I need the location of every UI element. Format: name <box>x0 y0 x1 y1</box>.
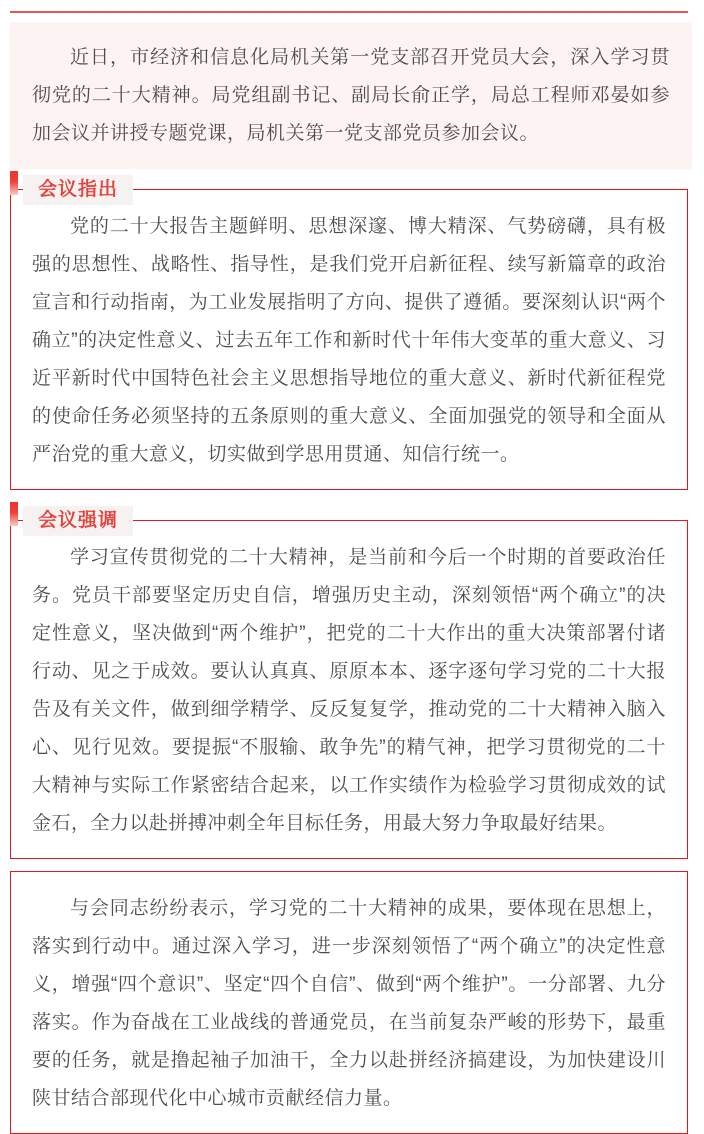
section-meeting-emphasized <box>10 510 688 859</box>
closing-paragraph-box <box>10 871 688 1134</box>
section-label-meeting-pointed-out: 会议指出 <box>23 175 133 205</box>
ribbon-marker-icon <box>10 502 18 526</box>
article-page <box>0 11 704 1109</box>
section-meeting-pointed-out <box>10 179 688 490</box>
ribbon-marker-icon <box>10 171 18 195</box>
section-body-text: 学习宣传贯彻党的二十大精神，是当前和今后一个时期的首要政治任务。党员干部要坚定历史自信，增强历史主动，深刻领悟“两个确立”的决定性意义，坚决做到“两个维护”，把党的二十大作出的重大决策部署付诸行动、见之于成效。要认认真真、原原本本、逐字逐句学习党的二十大报告及有关文件，做到细学精学、反反复复学，推动党的二十大精神入脑入心、见行见效。要提振“不服输、敢争先”的精气神，把学习贯彻党的二十大精神与实际工作紧密结合起来，以工作实绩作为检验学习贯彻成效的试金石，全力以赴拼搏冲刺全年目标任务，用最大努力争取最好结果。 <box>32 547 666 834</box>
intro-paragraph-box <box>10 22 692 169</box>
top-divider-line <box>10 11 688 13</box>
section-label-meeting-emphasized: 会议强调 <box>23 506 133 536</box>
closing-text: 与会同志纷纷表示，学习党的二十大精神的成果，要体现在思想上，落实到行动中。通过深入学习，进一步深刻领悟了“两个确立”的决定性意义，增强“四个意识”、坚定“四个自信”、做到“两个维护”。一分部署、九分落实。作为奋战在工业战线的普通党员，在当前复杂严峻的形势下，最重要的任务，就是撸起袖子加油干，全力以赴拼经济搞建设，为加快建设川陕甘结合部现代化中心城市贡献经信力量。 <box>32 898 666 1109</box>
section-body-text: 党的二十大报告主题鲜明、思想深邃、博大精深、气势磅礴，具有极强的思想性、战略性、指导性，是我们党开启新征程、续写新篇章的政治宣言和行动指南，为工业发展指明了方向、提供了遵循。要深刻认识“两个确立”的决定性意义、过去五年工作和新时代十年伟大变革的重大意义、习近平新时代中国特色社会主义思想指导地位的重大意义、新时代新征程党的使命任务必须坚持的五条原则的重大意义、全面加强党的领导和全面从严治党的重大意义，切实做到学思用贯通、知信行统一。 <box>32 216 666 465</box>
intro-text: 近日，市经济和信息化局机关第一党支部召开党员大会，深入学习贯彻党的二十大精神。局党组副书记、副局长俞正学，局总工程师邓晏如参加会议并讲授专题党课，局机关第一党支部党员参加会议。 <box>32 47 670 144</box>
